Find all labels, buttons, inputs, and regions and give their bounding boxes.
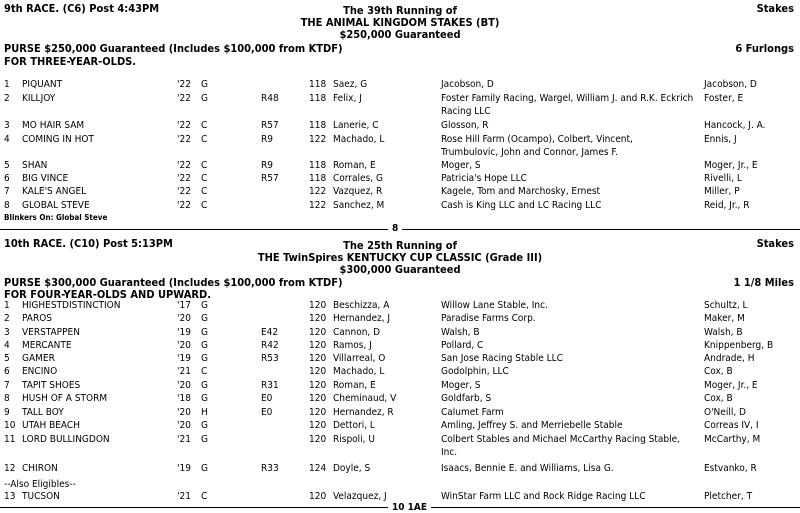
post-number: 6 [4,366,10,377]
trainer: Maker, M [704,313,745,324]
weight: 120 [309,434,327,445]
trainer: Andrade, H [704,353,755,364]
trainer: Jacobson, D [704,79,757,90]
jockey: Doyle, S [333,463,371,474]
medication: R53 [261,353,279,364]
post-number: 2 [4,93,10,104]
race9-guarantee: $250,000 Guaranteed [339,28,461,41]
jockey: Ramos, J [333,340,372,351]
horse-name: CHIRON [22,463,58,474]
post-number: 13 [4,491,16,502]
medication: R42 [261,340,279,351]
owner: Moger, S [441,380,481,391]
weight: 122 [309,134,327,145]
weight: 122 [309,200,327,211]
foal-year: '22 [177,173,191,184]
jockey: Saez, G [333,79,368,90]
horse-name: BIG VINCE [22,173,69,184]
post-number: 7 [4,380,10,391]
weight: 120 [309,407,327,418]
also-eligibles-label: --Also Eligibles-- [4,479,76,490]
jockey: Machado, L [333,366,385,377]
foal-year: '22 [177,200,191,211]
trainer: Correas IV, I [704,420,759,431]
owner: Kagele, Tom and Marchosky, Ernest [441,186,601,197]
jockey: Cannon, D [333,327,381,338]
medication: R57 [261,173,279,184]
jockey: Sanchez, M [333,200,385,211]
jockey: Rispoli, U [333,434,375,445]
sex: C [201,366,208,377]
foal-year: '19 [177,463,191,474]
trainer: O'Neill, D [704,407,746,418]
trainer: Pletcher, T [704,491,753,502]
jockey: Vazquez, R [333,186,383,197]
foal-year: '22 [177,160,191,171]
sex: G [201,463,208,474]
owner: Isaacs, Bennie E. and Williams, Lisa G. [441,463,614,474]
sex: C [201,173,208,184]
race10-type: Stakes [756,237,794,250]
race10-guarantee: $300,000 Guaranteed [339,263,461,276]
post-number: 1 [4,79,10,90]
owner: Patricia's Hope LLC [441,173,527,184]
horse-name: UTAH BEACH [22,420,80,431]
race9-distance: 6 Furlongs [735,42,794,55]
weight: 118 [309,120,327,131]
trainer: Reid, Jr., R [704,200,750,211]
medication: R9 [261,160,273,171]
medication: E0 [261,407,273,418]
weight: 120 [309,300,327,311]
horse-name: TALL BOY [22,407,64,418]
horse-name: TUCSON [22,491,60,502]
jockey: Cheminaud, V [333,393,397,404]
jockey: Velazquez, J [333,491,387,502]
foal-year: '22 [177,134,191,145]
trainer: Ennis, J [704,134,737,145]
owner: Calumet Farm [441,407,504,418]
weight: 120 [309,353,327,364]
owner: Pollard, C [441,340,484,351]
owner-continued: Inc. [441,447,458,458]
sex: G [201,380,208,391]
sex: C [201,120,208,131]
horse-name: KILLJOY [22,93,56,104]
foal-year: '20 [177,380,191,391]
horse-name: GAMER [22,353,55,364]
trainer: Moger, Jr., E [704,380,758,391]
post-number: 3 [4,327,10,338]
owner: Cash is King LLC and LC Racing LLC [441,200,602,211]
weight: 118 [309,173,327,184]
owner-continued: Trumbulovic, John and Connor, James F. [441,147,618,158]
horse-name: MERCANTE [22,340,72,351]
owner: Colbert Stables and Michael McCarthy Racing Stable, [441,434,680,445]
trainer: McCarthy, M [704,434,761,445]
owner: Jacobson, D [441,79,494,90]
horse-name: ENCINO [22,366,58,377]
horse-name: COMING IN HOT [22,134,94,145]
medication: R9 [261,134,273,145]
trainer: Miller, P [704,186,740,197]
post-number: 8 [4,200,10,211]
next-page-header: 10 1AE [388,502,431,513]
sex: C [201,186,208,197]
sex: G [201,327,208,338]
jockey: Roman, E [333,380,376,391]
owner: Glosson, R [441,120,489,131]
owner: San Jose Racing Stable LLC [441,353,563,364]
medication: R31 [261,380,279,391]
sex: G [201,420,208,431]
jockey: Lanerie, C [333,120,379,131]
horse-name: SHAN [22,160,48,171]
owner-continued: Racing LLC [441,106,491,117]
jockey: Beschizza, A [333,300,390,311]
jockey: Corrales, G [333,173,383,184]
foal-year: '20 [177,340,191,351]
trainer: Walsh, B [704,327,743,338]
horse-name: KALE'S ANGEL [22,186,87,197]
post-number: 1 [4,300,10,311]
trainer: Hancock, J. A. [704,120,766,131]
weight: 120 [309,420,327,431]
owner: Willow Lane Stable, Inc. [441,300,548,311]
owner: Paradise Farms Corp. [441,313,536,324]
medication: E42 [261,327,279,338]
race9-stakes-name: THE ANIMAL KINGDOM STAKES (BT) [300,16,500,29]
jockey: Roman, E [333,160,376,171]
weight: 120 [309,313,327,324]
jockey: Hernandez, R [333,407,394,418]
foal-year: '21 [177,366,191,377]
post-number: 10 [4,420,16,431]
race9-header: 9th RACE. (C6) Post 4:43PM [4,2,160,15]
foal-year: '22 [177,186,191,197]
sex: G [201,79,208,90]
medication: R33 [261,463,279,474]
owner: Godolphin, LLC [441,366,509,377]
race10-header: 10th RACE. (C10) Post 5:13PM [4,237,173,250]
horse-name: HUSH OF A STORM [22,393,108,404]
sex: G [201,353,208,364]
sex: G [201,93,208,104]
foal-year: '19 [177,353,191,364]
race10-running: The 25th Running of [343,239,457,252]
foal-year: '22 [177,93,191,104]
owner: Goldfarb, S [441,393,492,404]
weight: 122 [309,186,327,197]
race10-distance: 1 1/8 Miles [733,276,794,289]
owner: WinStar Farm LLC and Rock Ridge Racing LLC [441,491,646,502]
trainer: Knippenberg, B [704,340,774,351]
race9-conditions: FOR THREE-YEAR-OLDS. [4,55,137,68]
horse-name: PAROS [22,313,52,324]
weight: 118 [309,93,327,104]
sex: G [201,434,208,445]
foal-year: '18 [177,393,191,404]
race10-stakes-name: THE TwinSpires KENTUCKY CUP CLASSIC (Grade III) [257,251,543,264]
owner: Foster Family Racing, Wargel, William J. and R.K. Eckrich [441,93,694,104]
trainer: Cox, B [704,393,733,404]
post-number: 7 [4,186,10,197]
medication: R48 [261,93,279,104]
race10-purse: PURSE $300,000 Guaranteed (Includes $100,000 from KTDF) [4,276,343,289]
weight: 120 [309,366,327,377]
weight: 118 [309,79,327,90]
owner: Rose Hill Farm (Ocampo), Colbert, Vincent, [441,134,633,145]
post-number: 8 [4,393,10,404]
foal-year: '19 [177,327,191,338]
sex: G [201,313,208,324]
post-number: 4 [4,340,10,351]
race9-blinkers-note: Blinkers On: Global Steve [4,213,108,222]
jockey: Felix, J [333,93,362,104]
race9-running: The 39th Running of [343,4,457,17]
weight: 120 [309,327,327,338]
post-number: 5 [4,353,10,364]
medication: R57 [261,120,279,131]
sex: C [201,200,208,211]
foal-year: '20 [177,420,191,431]
page-number: 8 [388,223,402,234]
trainer: Schultz, L [704,300,748,311]
post-number: 12 [4,463,16,474]
foal-year: '20 [177,407,191,418]
horse-name: PIQUANT [22,79,63,90]
trainer: Moger, Jr., E [704,160,758,171]
post-number: 3 [4,120,10,131]
horse-name: LORD BULLINGDON [22,434,110,445]
sex: C [201,160,208,171]
foal-year: '21 [177,434,191,445]
post-number: 4 [4,134,10,145]
post-number: 2 [4,313,10,324]
trainer: Rivelli, L [704,173,742,184]
sex: G [201,300,208,311]
foal-year: '22 [177,120,191,131]
jockey: Villarreal, O [333,353,386,364]
post-number: 11 [4,434,16,445]
race9-purse: PURSE $250,000 Guaranteed (Includes $100,000 from KTDF) [4,42,343,55]
horse-name: VERSTAPPEN [22,327,80,338]
foal-year: '17 [177,300,191,311]
post-number: 9 [4,407,10,418]
medication: E0 [261,393,273,404]
foal-year: '22 [177,79,191,90]
owner: Amling, Jeffrey S. and Merriebelle Stable [441,420,623,431]
sex: G [201,340,208,351]
foal-year: '20 [177,313,191,324]
weight: 120 [309,393,327,404]
trainer: Cox, B [704,366,733,377]
trainer: Foster, E [704,93,744,104]
sex: C [201,491,208,502]
weight: 118 [309,160,327,171]
foal-year: '21 [177,491,191,502]
sex: C [201,134,208,145]
horse-name: TAPIT SHOES [22,380,81,391]
trainer: Estvanko, R [704,463,757,474]
weight: 120 [309,491,327,502]
horse-name: GLOBAL STEVE [22,200,90,211]
horse-name: HIGHESTDISTINCTION [22,300,121,311]
race9-type: Stakes [756,2,794,15]
weight: 120 [309,340,327,351]
post-number: 6 [4,173,10,184]
jockey: Hernandez, J [333,313,391,324]
weight: 120 [309,380,327,391]
weight: 124 [309,463,327,474]
race10-conditions: FOR FOUR-YEAR-OLDS AND UPWARD. [4,288,211,301]
post-number: 5 [4,160,10,171]
sex: G [201,393,208,404]
jockey: Machado, L [333,134,385,145]
owner: Walsh, B [441,327,480,338]
sex: H [201,407,208,418]
jockey: Dettori, L [333,420,375,431]
owner: Moger, S [441,160,481,171]
horse-name: MO HAIR SAM [22,120,85,131]
